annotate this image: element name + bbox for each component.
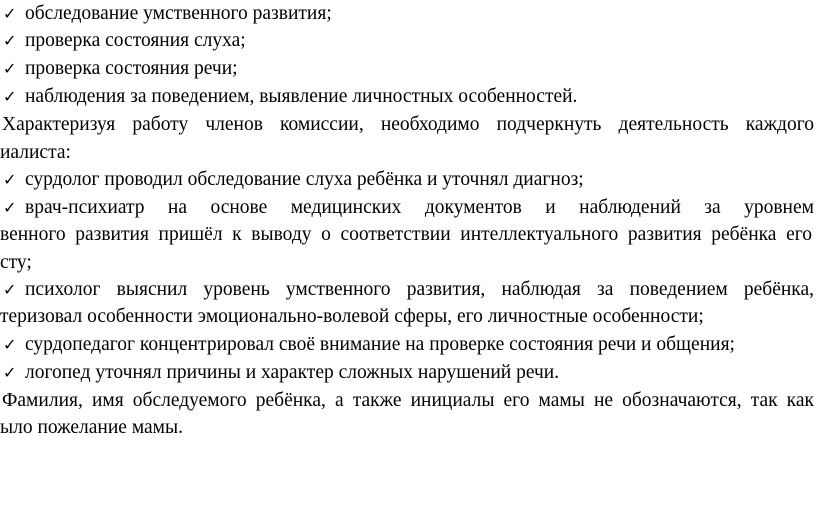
paragraph-line: сту;	[0, 252, 32, 273]
list-item	[3, 277, 814, 303]
paragraph-line: иалиста:	[0, 142, 71, 163]
paragraph-line: Фамилия, имя обследуемого ребёнка, а также инициалы его мамы не обозначаются, так как	[2, 390, 814, 411]
list-item-text: сурдолог проводил обследование слуха ребёнка и уточнял диагноз;	[25, 169, 584, 190]
list-item	[3, 56, 816, 82]
list-item	[3, 332, 816, 358]
list-item	[3, 195, 814, 221]
list-item-text: логопед уточнял причины и характер сложных нарушений речи.	[25, 362, 560, 383]
list-item-text: врач-психиатр на основе медицинских документов и наблюдений за уровнем	[25, 197, 814, 218]
list-item-text: обследование умственного развития;	[25, 3, 332, 24]
list-item	[3, 167, 816, 193]
checkmark-icon: ✓	[3, 87, 17, 106]
checkmark-icon: ✓	[3, 335, 17, 354]
paragraph-line: ыло пожелание мамы.	[0, 417, 183, 438]
list-item-text: психолог выяснил уровень умственного развития, наблюдая за поведением ребёнка,	[25, 279, 814, 300]
checkmark-icon: ✓	[3, 363, 17, 382]
checkmark-icon: ✓	[3, 170, 17, 189]
list-item-text: проверка состояния речи;	[25, 58, 238, 79]
paragraph-line: венного развития пришёл к выводу о соответствии интеллектуального развития ребёнка его	[0, 224, 812, 245]
paragraph-line: теризовал особенности эмоционально-волевой сферы, его личностные особенности;	[0, 306, 704, 327]
paragraph-line: Характеризуя работу членов комиссии, необходимо подчеркнуть деятельность каждого	[2, 114, 814, 135]
checkmark-icon: ✓	[3, 59, 17, 78]
checkmark-icon: ✓	[3, 198, 17, 217]
list-item	[3, 1, 816, 27]
checkmark-icon: ✓	[3, 280, 17, 299]
list-item-text: сурдопедагог концентрировал своё внимание на проверке состояния речи и общения;	[25, 334, 735, 355]
list-item	[3, 360, 816, 386]
checkmark-icon: ✓	[3, 4, 17, 23]
list-item	[3, 28, 816, 54]
list-item-text: проверка состояния слуха;	[25, 30, 246, 51]
list-item	[3, 84, 816, 110]
list-item-text: наблюдения за поведением, выявление личностных особенностей.	[25, 86, 578, 107]
checkmark-icon: ✓	[3, 31, 17, 50]
